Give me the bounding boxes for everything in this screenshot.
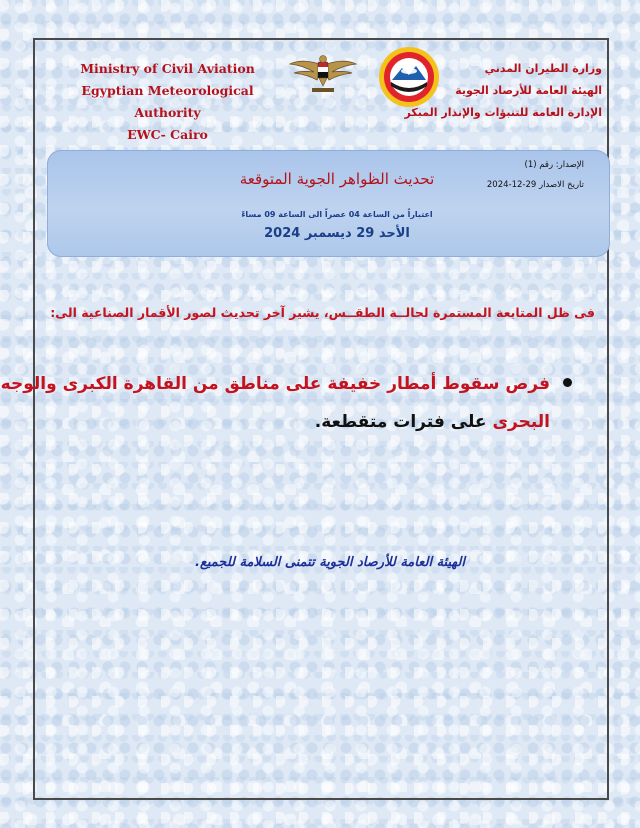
header-arabic-line-ministry: وزارة الطيران المدني <box>484 62 602 75</box>
header-english-line-authority: Egyptian Meteorological Authority <box>81 83 254 120</box>
civil-aviation-emblem-icon <box>288 52 358 98</box>
issue-number: الإصدار: رقم (1) <box>524 160 584 170</box>
header-english <box>50 58 285 146</box>
bullet-point-icon <box>563 378 572 387</box>
issue-date: تاريخ الاصدار 29-12-2024 <box>486 180 584 190</box>
validity-period: اعتباراً من الساعة 04 عصراً الى الساعة 09 مساءً <box>241 210 433 219</box>
header-english-line-center: EWC- Cairo <box>127 127 208 142</box>
bulletin-info-box <box>47 150 610 257</box>
intro-text: فى ظل المتابعة المستمرة لحالــة الطقــس، يشير آخر تحديث لصور الأقمار الصناعية الى: <box>50 305 595 320</box>
forecast-line-2 <box>315 404 550 440</box>
forecast-region: البحرى <box>492 412 550 432</box>
closing-message: الهيئة العامة للأرصاد الجوية تتمنى السلامة للجميع. <box>195 555 465 570</box>
forecast-line-1: فرص سقوط أمطار خفيفة على مناطق من القاهرة الكبرى والوجه <box>0 374 550 394</box>
bulletin-title: تحديث الظواهر الجوية المتوقعة <box>239 170 435 188</box>
header-arabic <box>402 58 602 124</box>
bulletin-date: الأحد 29 ديسمبر 2024 <box>264 226 410 241</box>
header-arabic-line-authority: الهيئة العامة للأرصاد الجوية <box>455 84 602 97</box>
header-arabic-line-center: الإدارة العامة للتنبؤات والإنذار المبكر <box>404 106 602 119</box>
forecast-timing: على فترات متقطعة. <box>314 412 487 432</box>
header-english-line-ministry: Ministry of Civil Aviation <box>80 61 255 76</box>
